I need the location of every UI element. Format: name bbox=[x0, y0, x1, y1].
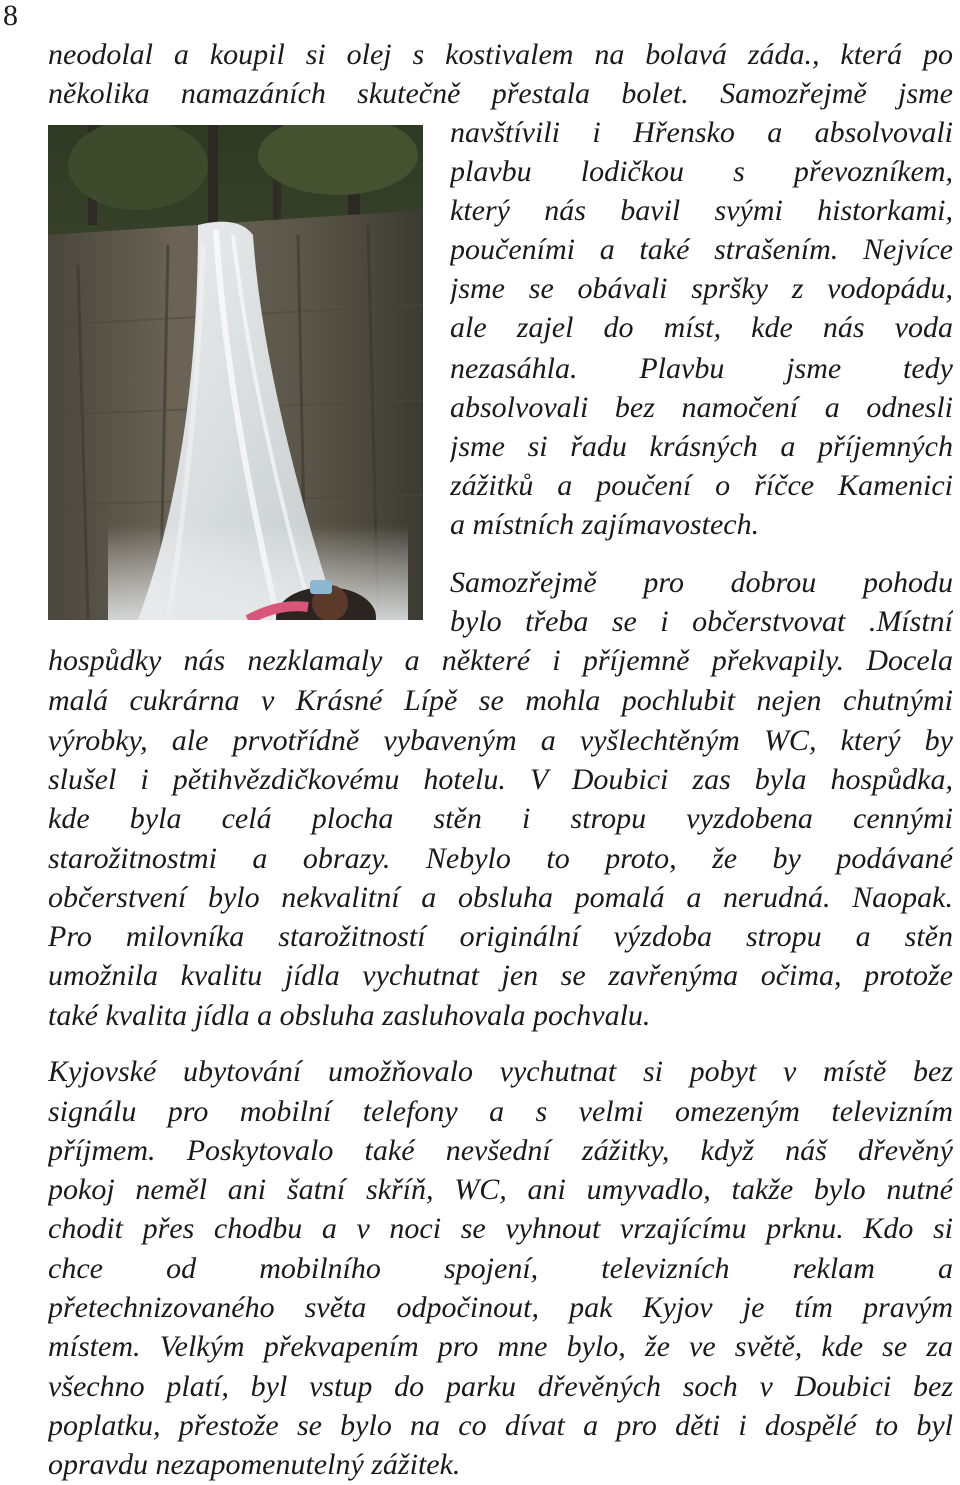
paragraph-2-line-10: Pro milovníka starožitností originální výzdoba stropu a stěn bbox=[48, 920, 953, 953]
paragraph-1-line-4: plavbu lodičkou s převozníkem, bbox=[450, 155, 953, 188]
paragraph-2-line-1: Samozřejmě pro dobrou pohodu bbox=[450, 566, 953, 599]
paragraph-3-line-2: signálu pro mobilní telefony a s velmi omezeným televizním bbox=[48, 1095, 953, 1128]
paragraph-2-line-7: kde byla celá plocha stěn i stropu vyzdobena cennými bbox=[48, 802, 953, 835]
paragraph-3-line-9: všechno platí, byl vstup do parku dřevěných soch v Doubici bez bbox=[48, 1370, 953, 1403]
paragraph-2-line-9: občerstvení bylo nekvalitní a obsluha pomalá a nerudná. Naopak. bbox=[48, 881, 953, 914]
paragraph-2-line-3: hospůdky nás nezklamaly a některé i příjemně překvapily. Docela bbox=[48, 644, 953, 677]
waterfall-photo bbox=[48, 125, 423, 620]
paragraph-3-line-4: pokoj neměl ani šatní skříň, WC, ani umyvadlo, takže bylo nutné bbox=[48, 1173, 953, 1206]
paragraph-2-line-5: výrobky, ale prvotřídně vybaveným a vyšlechtěným WC, který by bbox=[48, 724, 953, 757]
paragraph-2-line-12: také kvalita jídla a obsluha zasluhovala pochvalu. bbox=[48, 999, 651, 1032]
paragraph-3-line-11: opravdu nezapomenutelný zážitek. bbox=[48, 1448, 461, 1481]
paragraph-3-line-3: příjmem. Poskytovalo také nevšední zážitky, když náš dřevěný bbox=[48, 1134, 953, 1167]
paragraph-2-line-8: starožitnostmi a obrazy. Nebylo to proto, že by podávané bbox=[48, 842, 953, 875]
paragraph-1-line-13: a místních zajímavostech. bbox=[450, 508, 760, 541]
paragraph-3-line-8: místem. Velkým překvapením pro mne bylo, že ve světě, kde se za bbox=[48, 1330, 953, 1363]
paragraph-1-line-2: několika namazáních skutečně přestala bolet. Samozřejmě jsme bbox=[48, 77, 953, 110]
paragraph-3-line-7: přetechnizovaného světa odpočinout, pak Kyjov je tím pravým bbox=[48, 1291, 953, 1324]
paragraph-1-line-11: jsme si řadu krásných a příjemných bbox=[450, 430, 953, 463]
paragraph-1-line-7: jsme se obávali spršky z vodopádu, bbox=[450, 272, 953, 305]
paragraph-3-line-5: chodit přes chodbu a v noci se vyhnout vrzajícímu prknu. Kdo si bbox=[48, 1212, 953, 1245]
paragraph-1-line-12: zážitků a poučení o říčce Kamenici bbox=[450, 469, 953, 502]
paragraph-1-line-9: nezasáhla. Plavbu jsme tedy bbox=[450, 352, 953, 385]
paragraph-1-line-8: ale zajel do míst, kde nás voda bbox=[450, 311, 953, 344]
page-number: 8 bbox=[3, 0, 18, 32]
paragraph-2-line-6: slušel i pětihvězdičkovému hotelu. V Doubici zas byla hospůdka, bbox=[48, 763, 953, 796]
paragraph-1-line-6: poučeními a také strašením. Nejvíce bbox=[450, 233, 953, 266]
paragraph-1-line-10: absolvovali bez namočení a odnesli bbox=[450, 391, 953, 424]
paragraph-2-line-4: malá cukrárna v Krásné Lípě se mohla pochlubit nejen chutnými bbox=[48, 684, 953, 717]
paragraph-1-line-1: neodolal a koupil si olej s kostivalem na bolavá záda., která po bbox=[48, 38, 953, 71]
paragraph-3-line-10: poplatku, přestože se bylo na co dívat a pro děti i dospělé to byl bbox=[48, 1409, 953, 1442]
paragraph-1-line-5: který nás bavil svými historkami, bbox=[450, 194, 953, 227]
paragraph-3-line-1: Kyjovské ubytování umožňovalo vychutnat si pobyt v místě bez bbox=[48, 1055, 953, 1088]
paragraph-1-line-3: navštívili i Hřensko a absolvovali bbox=[450, 116, 953, 149]
paragraph-2-line-2: bylo třeba se i občerstvovat .Místní bbox=[450, 605, 953, 638]
paragraph-3-line-6: chce od mobilního spojení, televizních reklam a bbox=[48, 1252, 953, 1285]
paragraph-2-line-11: umožnila kvalitu jídla vychutnat jen se zavřenýma očima, protože bbox=[48, 959, 953, 992]
